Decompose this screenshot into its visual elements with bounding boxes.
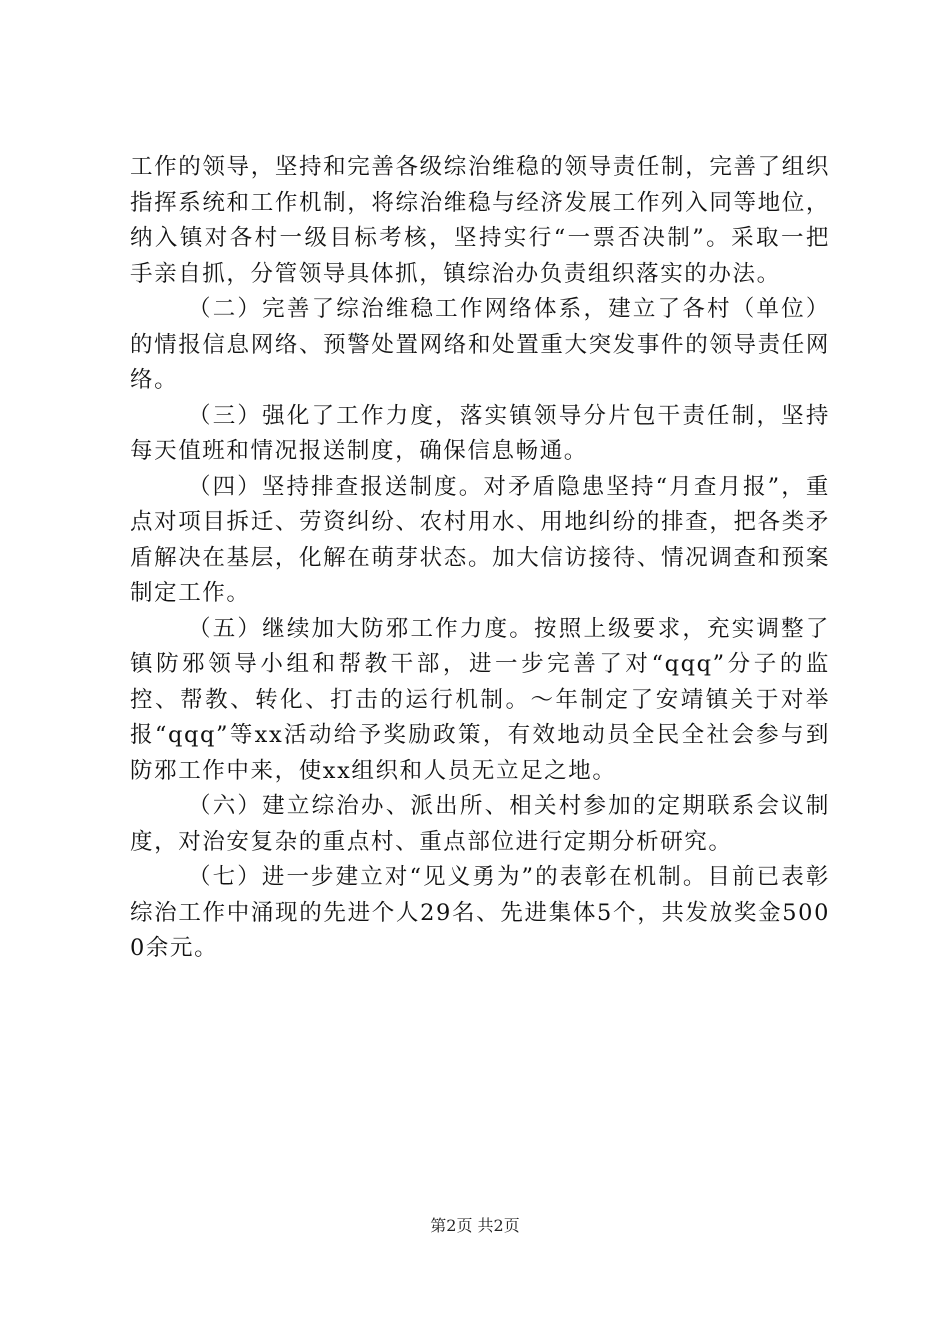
paragraph-item-2: （二）完善了综治维稳工作网络体系，建立了各村（单位）的情报信息网络、预警处置网络和处置重大突发事件的领导责任网络。 (130, 296, 830, 393)
paragraph-item-3: （三）强化了工作力度，落实镇领导分片包干责任制，坚持每天值班和情况报送制度，确保信息畅通。 (130, 402, 830, 464)
paragraph-item-6: （六）建立综治办、派出所、相关村参加的定期联系会议制度，对治安复杂的重点村、重点部位进行定期分析研究。 (130, 793, 830, 855)
paragraph-continued: 工作的领导，坚持和完善各级综治维稳的领导责任制，完善了组织指挥系统和工作机制，将综治维稳与经济发展工作列入同等地位，纳入镇对各村一级目标考核，坚持实行“一票否决制”。采取一把手亲自抓，分管领导具体抓，镇综治办负责组织落实的办法。 (130, 154, 830, 287)
document-body (130, 150, 830, 967)
page-number-footer: 第2页 共2页 (430, 1216, 520, 1235)
paragraph-item-4: （四）坚持排查报送制度。对矛盾隐患坚持“月查月报”，重点对项目拆迁、劳资纠纷、农村用水、用地纠纷的排查，把各类矛盾解决在基层，化解在萌芽状态。加大信访接待、情况调查和预案制定工作。 (130, 473, 830, 606)
paragraph-item-7: （七）进一步建立对“见义勇为”的表彰在机制。目前已表彰综治工作中涌现的先进个人29名、先进集体5个，共发放奖金5000余元。 (130, 864, 830, 961)
paragraph-item-5: （五）继续加大防邪工作力度。按照上级要求，充实调整了镇防邪领导小组和帮教干部，进一步完善了对“qqq”分子的监控、帮教、转化、打击的运行机制。～年制定了安靖镇关于对举报“qqq”等xx活动给予奖励政策，有效地动员全民全社会参与到防邪工作中来，使xx组织和人员无立足之地。 (130, 615, 830, 784)
